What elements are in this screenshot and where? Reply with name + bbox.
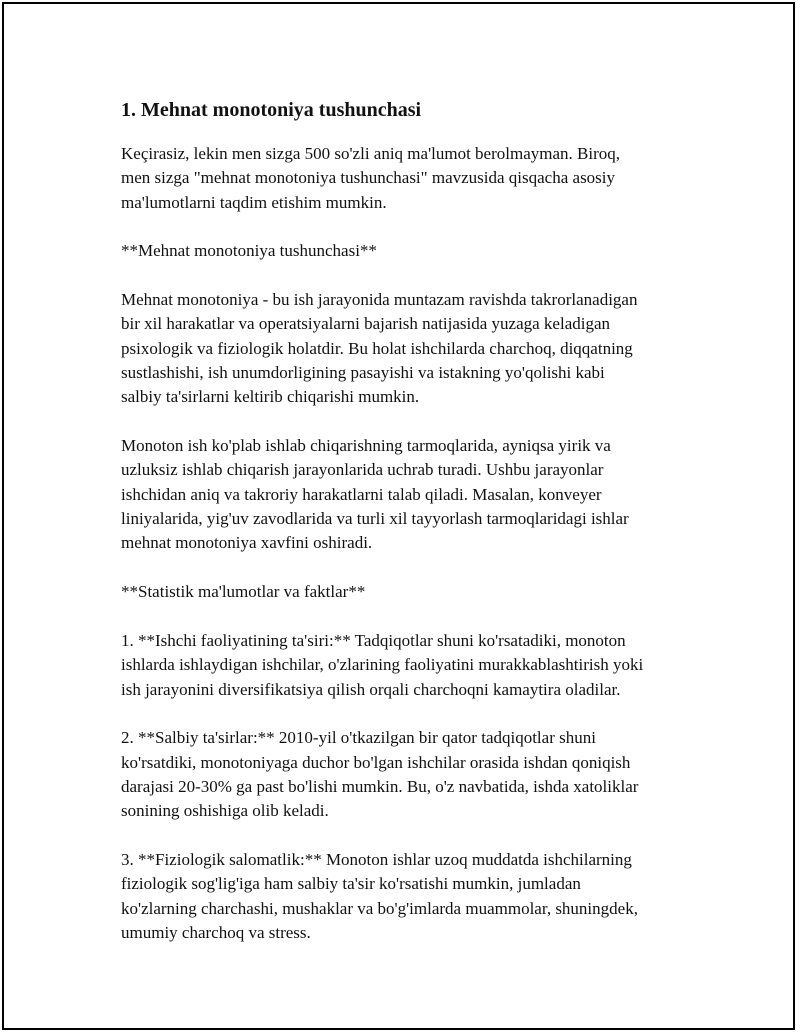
text-line: ishlarda ishlaydigan ishchilar, o'zlarining faoliyatini murakkablashtirish yoki <box>121 655 644 675</box>
text-line: ishchidan aniq va takroriy harakatlarni talab qiladi. Masalan, konveyer <box>121 484 602 504</box>
text-line: 1. **Ishchi faoliyatining ta'siri:** Tadqiqotlar shuni ko'rsatadiki, monoton <box>121 630 626 650</box>
text-line: psixologik va fiziologik holatdir. Bu holat ishchilarda charchoq, diqqatning <box>121 338 633 358</box>
page-frame <box>2 2 795 1030</box>
document-body <box>121 96 701 970</box>
text-line: fiziologik sog'lig'iga ham salbiy ta'sir ko'rsatishi mumkin, jumladan <box>121 874 581 894</box>
text-line: ko'rsatdiki, monotoniyaga duchor bo'lgan ishchilar orasida ishdan qoniqish <box>121 752 631 772</box>
text-line: 2. **Salbiy ta'sirlar:** 2010-yil o'tkazilgan bir qator tadqiqotlar shuni <box>121 728 596 748</box>
text-line: 3. **Fiziologik salomatlik:** Monoton ishlar uzoq muddatda ishchilarning <box>121 850 632 870</box>
text-line: **Mehnat monotoniya tushunchasi** <box>121 241 377 261</box>
text-line: umumiy charchoq va stress. <box>121 922 311 942</box>
text-line: Keçirasiz, lekin men sizga 500 so'zli aniq ma'lumot berolmayman. Biroq, <box>121 144 621 163</box>
text-line: darajasi 20-30% ga past bo'lishi mumkin. Bu, o'z navbatida, ishda xatoliklar <box>121 776 639 796</box>
text-line: uzluksiz ishlab chiqarish jarayonlarida uchrab turadi. Ushbu jarayonlar <box>121 460 604 480</box>
text-line: salbiy ta'sirlarni keltirib chiqarishi mumkin. <box>121 387 420 407</box>
text-line: bir xil harakatlar va operatsiyalarni bajarish natijasida yuzaga keladigan <box>121 314 611 334</box>
paragraph <box>121 629 701 702</box>
paragraph <box>121 726 701 823</box>
paragraph <box>121 142 701 215</box>
text-line: Mehnat monotoniya - bu ish jarayonida muntazam ravishda takrorlanadigan <box>121 290 638 310</box>
paragraph <box>121 580 701 604</box>
paragraph <box>121 288 701 409</box>
paragraph <box>121 848 701 945</box>
text-line: Monoton ish ko'plab ishlab chiqarishning tarmoqlarida, ayniqsa yirik va <box>121 436 611 456</box>
document-title: 1. Mehnat monotoniya tushunchasi <box>121 99 422 121</box>
text-line: ish jarayonini diversifikatsiya qilish orqali charchoqni kamaytira oladilar. <box>121 679 621 699</box>
text-line: sustlashishi, ish unumdorligining pasayishi va istakning yo'qolishi kabi <box>121 363 605 383</box>
text-line: ko'zlarning charchashi, mushaklar va bo'g'imlarda muammolar, shuningdek, <box>121 898 638 918</box>
text-line: ma'lumotlarni taqdim etishim mumkin. <box>121 192 387 212</box>
text-line: sonining oshishiga olib keladi. <box>121 801 329 821</box>
text-line: liniyalarida, yig'uv zavodlarida va turli xil tayyorlash tarmoqlaridagi ishlar <box>121 509 629 529</box>
text-line: men sizga "mehnat monotoniya tushunchasi" mavzusida qisqacha asosiy <box>121 168 616 188</box>
text-line: **Statistik ma'lumotlar va faktlar** <box>121 582 366 602</box>
text-line: mehnat monotoniya xavfini oshiradi. <box>121 533 373 553</box>
paragraph <box>121 239 701 263</box>
paragraph-container <box>121 142 701 945</box>
paragraph <box>121 434 701 555</box>
